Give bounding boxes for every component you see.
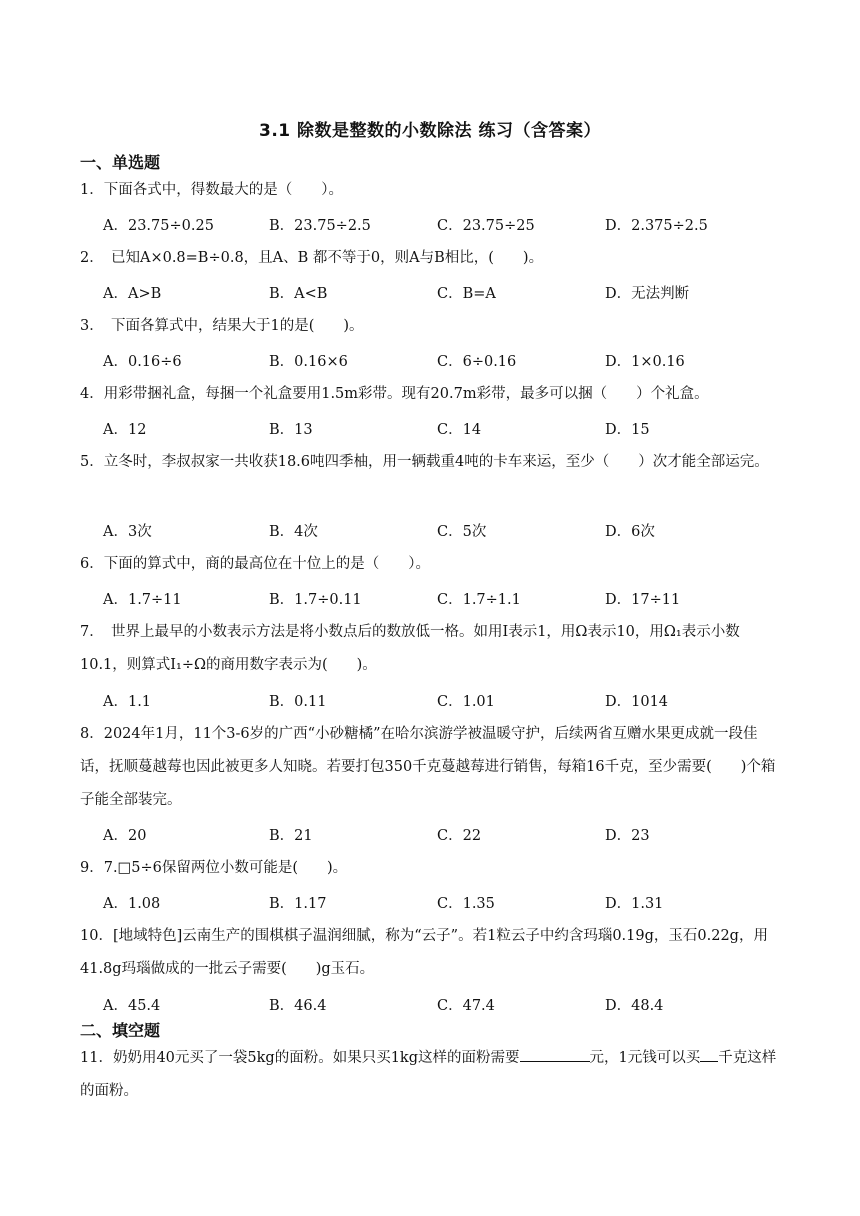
options-row-2 [103,282,783,308]
question-stem: 5．立冬时，李叔叔家一共收获18.6吨四季柚，用一辆载重4吨的卡车来运，至少（ ）次才能全部运完。 [80,454,769,470]
question-11 [80,1042,780,1108]
answer-blank-1[interactable] [520,1047,590,1062]
question-stem: 1．下面各式中，得数最大的是（ ）。 [80,182,343,198]
options-row-4 [103,418,783,444]
option-a[interactable]: A．1.1 [103,694,152,710]
options-row-1 [103,214,783,240]
option-a[interactable]: A．1.7÷11 [103,592,182,608]
question-10 [80,920,780,986]
option-c[interactable]: C．23.75÷25 [437,218,535,234]
option-c[interactable]: C．47.4 [437,998,495,1014]
option-d[interactable]: D．1×0.16 [605,354,685,370]
option-b[interactable]: B．1.7÷0.11 [269,592,362,608]
option-a[interactable]: A．3次 [103,524,152,540]
option-c[interactable]: C．1.35 [437,896,495,912]
question-8 [80,718,780,817]
option-d[interactable]: D．无法判断 [605,286,690,302]
option-d[interactable]: D．1014 [605,694,669,710]
question-9 [80,852,780,885]
option-c[interactable]: C．1.7÷1.1 [437,592,521,608]
option-a[interactable]: A．0.16÷6 [103,354,182,370]
option-d[interactable]: D．6次 [605,524,655,540]
answer-blank-2[interactable] [700,1047,718,1062]
option-c[interactable]: C．B=A [437,286,496,302]
option-c[interactable]: C．1.01 [437,694,495,710]
question-stem: 8．2024年1月，11个3-6岁的广西“小砂糖橘”在哈尔滨游学被温暖守护，后续两省互赠水果更成就一段佳话，抚顺蔓越莓也因此被更多人知晓。若要打包350千克蔓越莓进行销售，每箱16千克，至少需要( )个箱子能全部装完。 [80,726,776,808]
option-a[interactable]: A．45.4 [103,998,161,1014]
question-6 [80,548,780,581]
options-row-10 [103,994,783,1020]
option-c[interactable]: C．5次 [437,524,487,540]
options-row-6 [103,588,783,614]
question-5 [80,446,780,479]
option-d[interactable]: D．23 [605,828,650,844]
option-d[interactable]: D．48.4 [605,998,664,1014]
question-stem-part-1: 11．奶奶用40元买了一袋5kg的面粉。如果只买1kg这样的面粉需要 [80,1050,520,1066]
option-b[interactable]: B．13 [269,422,313,438]
options-row-9 [103,892,783,918]
options-row-3 [103,350,783,376]
page-title: 3.1 除数是整数的小数除法 练习（含答案） [259,121,601,141]
option-d[interactable]: D．15 [605,422,650,438]
question-stem: 10．[地域特色]云南生产的围棋棋子温润细腻，称为“云子”。若1粒云子中约含玛瑙0.19g，玉石0.22g，用41.8g玛瑙做成的一批云子需要( )g玉石。 [80,928,768,977]
options-row-8 [103,824,783,850]
question-stem: 9．7.□5÷6保留两位小数可能是( )。 [80,860,348,876]
question-stem: 7． 世界上最早的小数表示方法是将小数点后的数放低一格。如用Ⅰ表示1，用Ω表示10，用Ω₁表示小数10.1，则算式I₁÷Ω的商用数字表示为( )。 [80,624,740,673]
option-d[interactable]: D．2.375÷2.5 [605,218,708,234]
option-b[interactable]: B．4次 [269,524,318,540]
question-stem: 6．下面的算式中，商的最高位在十位上的是（ ）。 [80,556,430,572]
question-3 [80,310,780,343]
option-b[interactable]: B．0.16×6 [269,354,348,370]
options-row-7 [103,690,783,716]
option-c[interactable]: C．14 [437,422,482,438]
option-b[interactable]: B．1.17 [269,896,327,912]
question-2 [80,242,780,275]
option-b[interactable]: B．0.11 [269,694,327,710]
section-heading-single-choice: 一、单选题 [80,153,161,172]
question-stem-part-3: 千克这样的面粉。 [80,1050,777,1099]
option-b[interactable]: B．23.75÷2.5 [269,218,371,234]
option-c[interactable]: C．6÷0.16 [437,354,517,370]
option-d[interactable]: D．17÷11 [605,592,681,608]
option-d[interactable]: D．1.31 [605,896,664,912]
question-4 [80,378,780,411]
option-a[interactable]: A．23.75÷0.25 [103,218,214,234]
options-row-5 [103,520,783,546]
question-stem-part-2: 元，1元钱可以买 [589,1050,701,1066]
option-b[interactable]: B．46.4 [269,998,327,1014]
option-b[interactable]: B．A<B [269,286,328,302]
question-stem: 3． 下面各算式中，结果大于1的是( )。 [80,318,364,334]
question-stem: 2． 已知A×0.8=B÷0.8，且A、B 都不等于0，则A与B相比，( )。 [80,250,544,266]
option-a[interactable]: A．1.08 [103,896,161,912]
question-7 [80,616,780,682]
option-a[interactable]: A．12 [103,422,147,438]
option-b[interactable]: B．21 [269,828,313,844]
option-a[interactable]: A．20 [103,828,147,844]
section-heading-fill-blank: 二、填空题 [80,1021,161,1040]
option-a[interactable]: A．A>B [103,286,162,302]
question-stem: 4．用彩带捆礼盒，每捆一个礼盒要用1.5m彩带。现有20.7m彩带，最多可以捆（ ）个礼盒。 [80,386,709,402]
option-c[interactable]: C．22 [437,828,482,844]
question-1 [80,174,780,207]
